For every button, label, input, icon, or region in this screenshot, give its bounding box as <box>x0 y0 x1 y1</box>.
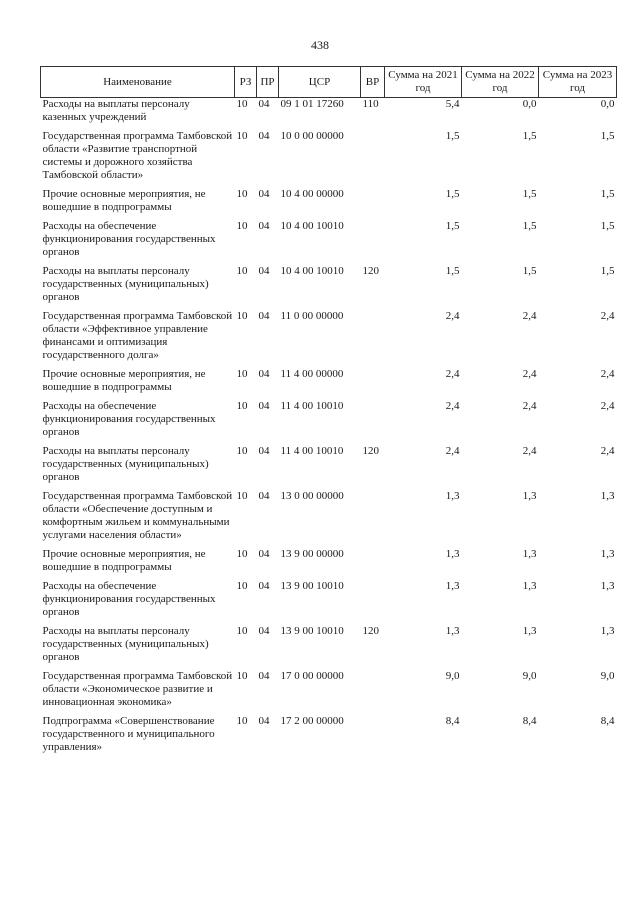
row-sum-2022: 2,4 <box>522 400 537 412</box>
row-vr: 110 <box>362 98 379 110</box>
table-row <box>41 130 617 188</box>
row-sum-2023: 1,5 <box>600 188 615 200</box>
row-vr <box>361 548 385 580</box>
row-sum-2021: 2,4 <box>445 310 460 322</box>
page-number: 438 <box>311 38 329 52</box>
header-sum-2021: Сумма на 2021 год <box>385 67 462 98</box>
row-name: Прочие основные мероприятия, не вошедшие в подпрограммы <box>42 368 206 393</box>
row-sum-2022: 1,5 <box>522 265 537 277</box>
row-vr: 120 <box>362 625 379 637</box>
row-vr <box>361 310 385 368</box>
row-sum-2023: 1,5 <box>600 130 615 142</box>
row-pr: 04 <box>258 715 270 727</box>
row-rz: 10 <box>236 220 248 232</box>
row-csr: 10 4 00 10010 <box>280 220 344 232</box>
table-row <box>41 400 617 445</box>
row-csr: 13 9 00 10010 <box>280 625 344 637</box>
row-sum-2021: 9,0 <box>445 670 460 682</box>
row-sum-2022: 1,3 <box>522 548 537 560</box>
row-pr: 04 <box>258 400 270 412</box>
table-row <box>41 580 617 625</box>
row-name: Расходы на обеспечение функционирования государственных органов <box>42 580 216 618</box>
header-sum-2023: Сумма на 2023 год <box>539 67 617 98</box>
row-rz: 10 <box>236 310 248 322</box>
row-csr: 09 1 01 17260 <box>280 98 344 110</box>
table-row <box>41 445 617 490</box>
table-row <box>41 490 617 548</box>
row-sum-2023: 1,3 <box>600 625 615 637</box>
row-csr: 17 2 00 00000 <box>280 715 344 727</box>
table-header <box>41 67 617 98</box>
row-sum-2023: 8,4 <box>600 715 615 727</box>
row-pr: 04 <box>258 220 270 232</box>
row-name: Расходы на выплаты персоналу государственных (муниципальных) органов <box>42 625 209 663</box>
budget-table <box>40 66 617 760</box>
row-sum-2021: 1,3 <box>445 490 460 502</box>
row-sum-2022: 2,4 <box>522 310 537 322</box>
row-csr: 11 4 00 00000 <box>280 368 344 380</box>
row-sum-2023: 2,4 <box>600 400 615 412</box>
row-sum-2023: 2,4 <box>600 368 615 380</box>
row-csr: 10 4 00 00000 <box>280 188 344 200</box>
row-csr: 17 0 00 00000 <box>280 670 344 682</box>
row-name: Расходы на выплаты персоналу государственных (муниципальных) органов <box>42 445 209 483</box>
row-name: Расходы на выплаты персоналу казенных учреждений <box>42 98 190 123</box>
row-vr <box>361 400 385 445</box>
row-name: Прочие основные мероприятия, не вошедшие в подпрограммы <box>42 548 206 573</box>
row-sum-2021: 1,5 <box>445 188 460 200</box>
row-pr: 04 <box>258 625 270 637</box>
table-row <box>41 98 617 131</box>
row-sum-2022: 2,4 <box>522 445 537 457</box>
row-sum-2022: 1,3 <box>522 625 537 637</box>
row-sum-2022: 1,3 <box>522 580 537 592</box>
row-rz: 10 <box>236 98 248 110</box>
header-vr: ВР <box>361 67 385 98</box>
row-rz: 10 <box>236 548 248 560</box>
row-rz: 10 <box>236 625 248 637</box>
row-rz: 10 <box>236 400 248 412</box>
row-sum-2023: 1,5 <box>600 220 615 232</box>
row-sum-2023: 1,3 <box>600 490 615 502</box>
row-csr: 10 4 00 10010 <box>280 265 344 277</box>
row-sum-2023: 2,4 <box>600 310 615 322</box>
row-sum-2021: 5,4 <box>445 98 460 110</box>
table-row <box>41 548 617 580</box>
row-name: Расходы на выплаты персоналу государственных (муниципальных) органов <box>42 265 209 303</box>
row-pr: 04 <box>258 490 270 502</box>
row-sum-2023: 0,0 <box>600 98 615 110</box>
row-csr: 13 9 00 00000 <box>280 548 344 560</box>
row-rz: 10 <box>236 445 248 457</box>
row-csr: 10 0 00 00000 <box>280 130 344 142</box>
row-vr <box>361 220 385 265</box>
row-vr: 120 <box>362 265 379 277</box>
row-sum-2023: 1,3 <box>600 580 615 592</box>
row-pr: 04 <box>258 310 270 322</box>
table-row <box>41 670 617 715</box>
row-csr: 11 4 00 10010 <box>280 445 344 457</box>
row-name: Подпрограмма «Совершенствование государственного и муниципального управления» <box>42 715 215 753</box>
row-sum-2021: 2,4 <box>445 445 460 457</box>
header-sum-2022: Сумма на 2022 год <box>462 67 539 98</box>
row-pr: 04 <box>258 368 270 380</box>
row-vr <box>361 368 385 400</box>
row-vr <box>361 130 385 188</box>
row-sum-2023: 1,5 <box>600 265 615 277</box>
row-name: Расходы на обеспечение функционирования государственных органов <box>42 220 216 258</box>
row-vr <box>361 715 385 760</box>
row-sum-2021: 1,3 <box>445 625 460 637</box>
row-rz: 10 <box>236 715 248 727</box>
row-csr: 13 9 00 10010 <box>280 580 344 592</box>
row-sum-2021: 2,4 <box>445 368 460 380</box>
row-sum-2022: 1,5 <box>522 220 537 232</box>
row-sum-2022: 1,5 <box>522 130 537 142</box>
row-rz: 10 <box>236 265 248 277</box>
row-name: Государственная программа Тамбовской области «Обеспечение доступным и комфортным жильем и коммунальными услугами населения области» <box>42 490 233 541</box>
row-pr: 04 <box>258 130 270 142</box>
row-pr: 04 <box>258 445 270 457</box>
row-pr: 04 <box>258 188 270 200</box>
row-sum-2022: 0,0 <box>522 98 537 110</box>
row-pr: 04 <box>258 548 270 560</box>
row-csr: 13 0 00 00000 <box>280 490 344 502</box>
header-pr: ПР <box>257 67 279 98</box>
table-row <box>41 265 617 310</box>
row-sum-2021: 2,4 <box>445 400 460 412</box>
row-sum-2023: 2,4 <box>600 445 615 457</box>
row-sum-2023: 9,0 <box>600 670 615 682</box>
table-row <box>41 368 617 400</box>
row-rz: 10 <box>236 670 248 682</box>
row-vr <box>361 580 385 625</box>
row-name: Государственная программа Тамбовской области «Эффективное управление финансами и оптимизация государственного долга» <box>42 310 233 361</box>
table-body <box>41 98 617 761</box>
row-sum-2022: 1,5 <box>522 188 537 200</box>
row-csr: 11 0 00 00000 <box>280 310 344 322</box>
row-pr: 04 <box>258 580 270 592</box>
row-csr: 11 4 00 10010 <box>280 400 344 412</box>
row-sum-2021: 1,3 <box>445 548 460 560</box>
row-vr <box>361 188 385 220</box>
row-pr: 04 <box>258 670 270 682</box>
row-sum-2023: 1,3 <box>600 548 615 560</box>
row-rz: 10 <box>236 188 248 200</box>
row-name: Прочие основные мероприятия, не вошедшие в подпрограммы <box>42 188 206 213</box>
row-vr: 120 <box>362 445 379 457</box>
row-vr <box>361 490 385 548</box>
row-sum-2022: 9,0 <box>522 670 537 682</box>
row-name: Государственная программа Тамбовской области «Экономическое развитие и инновационная экономика» <box>42 670 233 708</box>
row-name: Расходы на обеспечение функционирования государственных органов <box>42 400 216 438</box>
header-rz: РЗ <box>235 67 257 98</box>
row-sum-2021: 8,4 <box>445 715 460 727</box>
table-row <box>41 220 617 265</box>
row-sum-2021: 1,5 <box>445 265 460 277</box>
row-sum-2021: 1,3 <box>445 580 460 592</box>
row-sum-2022: 1,3 <box>522 490 537 502</box>
row-sum-2021: 1,5 <box>445 130 460 142</box>
row-rz: 10 <box>236 490 248 502</box>
row-rz: 10 <box>236 130 248 142</box>
row-sum-2022: 2,4 <box>522 368 537 380</box>
row-sum-2021: 1,5 <box>445 220 460 232</box>
header-name: Наименование <box>41 67 235 98</box>
row-vr <box>361 670 385 715</box>
row-pr: 04 <box>258 265 270 277</box>
table-row <box>41 310 617 368</box>
table-row <box>41 625 617 670</box>
row-sum-2022: 8,4 <box>522 715 537 727</box>
header-csr: ЦСР <box>279 67 361 98</box>
table-row <box>41 188 617 220</box>
row-rz: 10 <box>236 580 248 592</box>
table-row <box>41 715 617 760</box>
row-name: Государственная программа Тамбовской области «Развитие транспортной системы и дорожного хозяйства Тамбовской области» <box>42 130 233 181</box>
row-pr: 04 <box>258 98 270 110</box>
row-rz: 10 <box>236 368 248 380</box>
